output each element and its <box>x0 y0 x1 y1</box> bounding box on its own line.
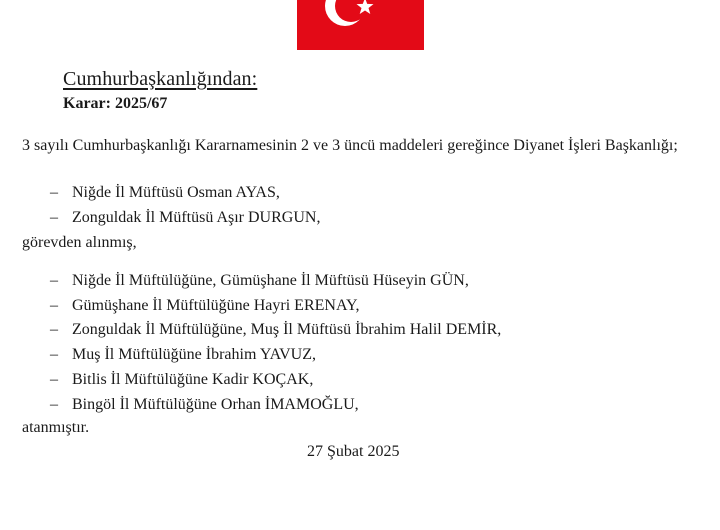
appointed-item: – Bingöl İl Müftülüğüne Orhan İMAMOĞLU, <box>50 396 359 413</box>
appointed-item: – Muş İl Müftülüğüne İbrahim YAVUZ, <box>50 346 316 363</box>
appointed-item: – Zonguldak İl Müftülüğüne, Muş İl Müftüsü İbrahim Halil DEMİR, <box>50 321 502 338</box>
bullet-dash: – <box>50 209 58 226</box>
dismissed-item: – Zonguldak İl Müftüsü Aşır DURGUN, <box>50 209 321 226</box>
appointed-suffix: atanmıştır. <box>22 419 90 436</box>
bullet-dash: – <box>50 321 58 338</box>
decision-date: 27 Şubat 2025 <box>307 443 400 460</box>
bullet-dash: – <box>50 346 58 363</box>
appointed-item: – Bitlis İl Müftülüğüne Kadir KOÇAK, <box>50 371 314 388</box>
issuer-heading: Cumhurbaşkanlığından: <box>63 68 258 90</box>
appointed-item: – Gümüşhane İl Müftülüğüne Hayri ERENAY, <box>50 297 360 314</box>
bullet-dash: – <box>50 272 58 289</box>
bullet-dash: – <box>50 371 58 388</box>
turkish-flag <box>297 0 424 50</box>
bullet-dash: – <box>50 396 58 413</box>
bullet-dash: – <box>50 184 58 201</box>
dismissed-item: – Niğde İl Müftüsü Osman AYAS, <box>50 184 280 201</box>
decision-number: Karar: 2025/67 <box>63 95 168 112</box>
appointed-item: – Niğde İl Müftülüğüne, Gümüşhane İl Müftüsü Hüseyin GÜN, <box>50 272 469 289</box>
dismissed-suffix: görevden alınmış, <box>22 234 137 251</box>
bullet-dash: – <box>50 297 58 314</box>
intro-paragraph: 3 sayılı Cumhurbaşkanlığı Kararnamesinin 2 ve 3 üncü maddeleri gereğince Diyanet İşleri Başkanlığı; <box>22 137 678 154</box>
crescent-and-star-icon <box>297 0 424 50</box>
